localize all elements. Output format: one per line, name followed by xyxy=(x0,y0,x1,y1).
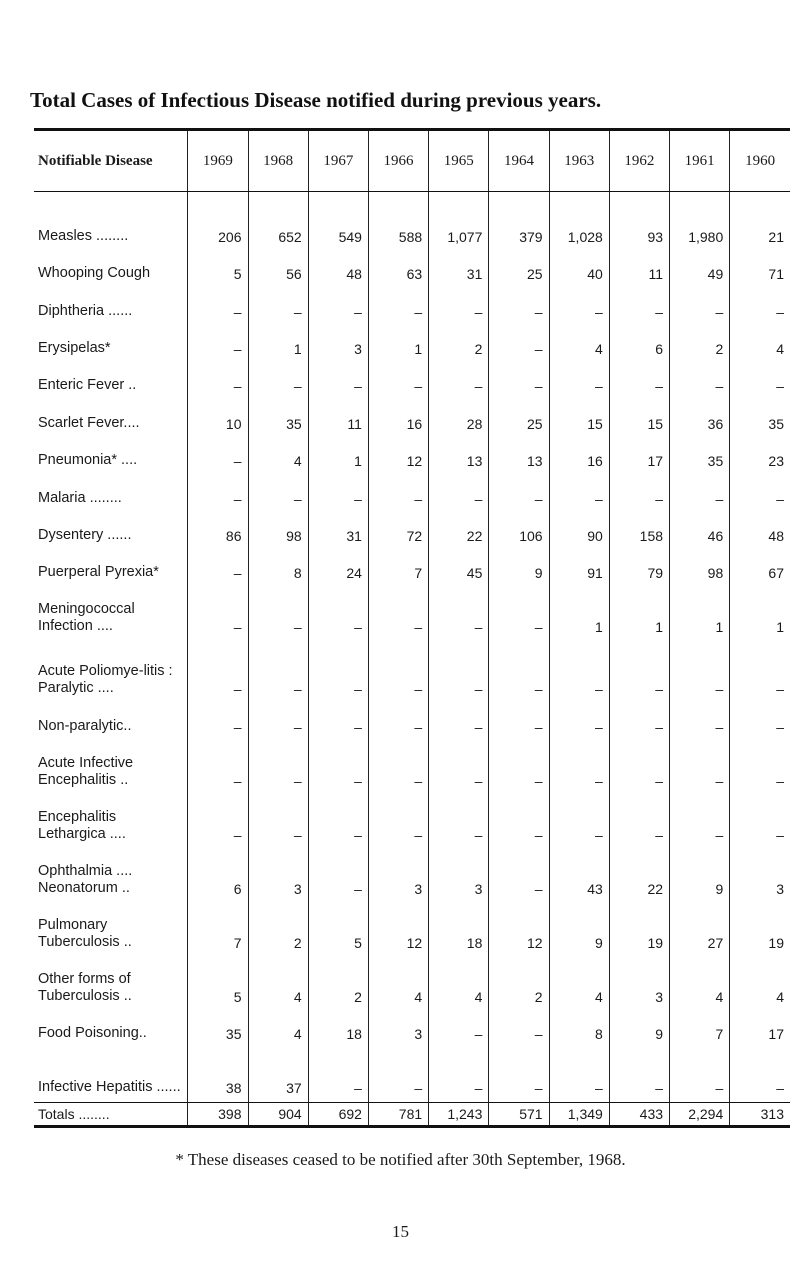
case-count-cell: 93 xyxy=(609,214,669,251)
case-count-cell: – xyxy=(368,641,428,703)
case-count-cell: – xyxy=(188,703,248,740)
case-count-cell: 1 xyxy=(308,438,368,475)
case-count-cell: – xyxy=(670,288,730,325)
case-count-cell: – xyxy=(730,475,790,512)
disease-name: Acute Poliomye-litis : Paralytic .... xyxy=(38,663,173,697)
case-count-cell: – xyxy=(730,741,790,795)
case-count-cell: 4 xyxy=(549,957,609,1011)
case-count-cell: 31 xyxy=(429,251,489,288)
case-count-cell: 56 xyxy=(248,251,308,288)
case-count-cell: 72 xyxy=(368,513,428,550)
case-count-cell: – xyxy=(489,288,549,325)
case-count-cell: 1 xyxy=(730,587,790,641)
table-row xyxy=(34,513,790,550)
totals-cell: 433 xyxy=(609,1102,669,1126)
case-count-cell: 7 xyxy=(670,1011,730,1048)
case-count-cell: – xyxy=(489,587,549,641)
disease-name: Food Poisoning.. xyxy=(38,1025,147,1042)
header-year: 1965 xyxy=(429,130,489,192)
header-year: 1966 xyxy=(368,130,428,192)
table-row xyxy=(34,587,790,641)
case-count-cell: 17 xyxy=(730,1011,790,1048)
header-year: 1967 xyxy=(308,130,368,192)
case-count-cell: – xyxy=(429,641,489,703)
case-count-cell: – xyxy=(308,363,368,400)
disease-name: Puerperal Pyrexia* xyxy=(38,564,159,581)
case-count-cell: 11 xyxy=(609,251,669,288)
case-count-cell: – xyxy=(188,288,248,325)
case-count-cell: – xyxy=(368,288,428,325)
case-count-cell: – xyxy=(489,703,549,740)
case-count-cell: – xyxy=(670,703,730,740)
case-count-cell: – xyxy=(609,741,669,795)
case-count-cell: 9 xyxy=(609,1011,669,1048)
case-count-cell: 12 xyxy=(489,903,549,957)
totals-cell: 904 xyxy=(248,1102,308,1126)
case-count-cell: 1 xyxy=(368,326,428,363)
case-count-cell: 206 xyxy=(188,214,248,251)
case-count-cell: 9 xyxy=(670,849,730,903)
case-count-cell: 4 xyxy=(248,957,308,1011)
header-year: 1968 xyxy=(248,130,308,192)
case-count-cell: – xyxy=(670,641,730,703)
case-count-cell: 652 xyxy=(248,214,308,251)
case-count-cell: 549 xyxy=(308,214,368,251)
table-row xyxy=(34,550,790,587)
case-count-cell: 35 xyxy=(248,400,308,437)
case-count-cell: – xyxy=(188,438,248,475)
table-row xyxy=(34,1048,790,1102)
case-count-cell: 17 xyxy=(609,438,669,475)
totals-cell: 571 xyxy=(489,1102,549,1126)
case-count-cell: 22 xyxy=(429,513,489,550)
case-count-cell: – xyxy=(308,703,368,740)
case-count-cell: – xyxy=(489,1011,549,1048)
case-count-cell: 11 xyxy=(308,400,368,437)
case-count-cell: 13 xyxy=(429,438,489,475)
case-count-cell: 36 xyxy=(670,400,730,437)
table-row xyxy=(34,475,790,512)
header-year: 1964 xyxy=(489,130,549,192)
disease-name: Acute Infective Encephalitis .. xyxy=(38,754,134,788)
case-count-cell: – xyxy=(368,703,428,740)
case-count-cell: – xyxy=(609,363,669,400)
case-count-cell: 31 xyxy=(308,513,368,550)
table-row xyxy=(34,288,790,325)
disease-name: Scarlet Fever.... xyxy=(38,414,140,431)
table-row xyxy=(34,795,790,849)
case-count-cell: – xyxy=(609,703,669,740)
case-count-cell: – xyxy=(730,1048,790,1102)
footnote: * These diseases ceased to be notified after 30th September, 1968. xyxy=(175,1150,626,1169)
case-count-cell: – xyxy=(248,363,308,400)
case-count-cell: – xyxy=(609,1048,669,1102)
case-count-cell: 2 xyxy=(248,903,308,957)
case-count-cell: 3 xyxy=(368,1011,428,1048)
totals-cell: 692 xyxy=(308,1102,368,1126)
case-count-cell: – xyxy=(549,641,609,703)
case-count-cell: – xyxy=(429,288,489,325)
case-count-cell: 7 xyxy=(368,550,428,587)
case-count-cell: 16 xyxy=(368,400,428,437)
case-count-cell: 38 xyxy=(188,1048,248,1102)
case-count-cell: 5 xyxy=(188,957,248,1011)
case-count-cell: – xyxy=(368,1048,428,1102)
case-count-cell: – xyxy=(368,741,428,795)
case-count-cell: 158 xyxy=(609,513,669,550)
case-count-cell: – xyxy=(308,849,368,903)
case-count-cell: 15 xyxy=(549,400,609,437)
case-count-cell: 12 xyxy=(368,438,428,475)
case-count-cell: 106 xyxy=(489,513,549,550)
case-count-cell: – xyxy=(429,795,489,849)
case-count-cell: – xyxy=(308,795,368,849)
case-count-cell: – xyxy=(429,741,489,795)
case-count-cell: 12 xyxy=(368,903,428,957)
case-count-cell: 4 xyxy=(730,326,790,363)
case-count-cell: – xyxy=(188,587,248,641)
case-count-cell: – xyxy=(429,587,489,641)
totals-label: Totals ........ xyxy=(34,1102,188,1126)
case-count-cell: 35 xyxy=(670,438,730,475)
table-row xyxy=(34,703,790,740)
case-count-cell: – xyxy=(609,641,669,703)
disease-name: Dysentery ...... xyxy=(38,527,132,544)
case-count-cell: – xyxy=(188,550,248,587)
case-count-cell: – xyxy=(368,475,428,512)
totals-cell: 2,294 xyxy=(670,1102,730,1126)
case-count-cell: – xyxy=(730,795,790,849)
case-count-cell: 18 xyxy=(429,903,489,957)
case-count-cell: – xyxy=(489,475,549,512)
table-row xyxy=(34,438,790,475)
case-count-cell: – xyxy=(188,326,248,363)
disease-name: Meningococcal Infection .... xyxy=(38,601,135,635)
case-count-cell: – xyxy=(429,703,489,740)
case-count-cell: – xyxy=(188,795,248,849)
case-count-cell: 8 xyxy=(248,550,308,587)
disease-name: Infective Hepatitis ...... xyxy=(38,1078,181,1095)
case-count-cell: 8 xyxy=(549,1011,609,1048)
case-count-cell: 22 xyxy=(609,849,669,903)
case-count-cell: 4 xyxy=(670,957,730,1011)
case-count-cell: – xyxy=(549,363,609,400)
case-count-cell: 40 xyxy=(549,251,609,288)
disease-name: Enteric Fever .. xyxy=(38,377,137,394)
totals-cell: 1,243 xyxy=(429,1102,489,1126)
case-count-cell: 98 xyxy=(248,513,308,550)
table-row xyxy=(34,1011,790,1048)
case-count-cell: 16 xyxy=(549,438,609,475)
disease-table xyxy=(34,128,790,1128)
case-count-cell: – xyxy=(609,475,669,512)
case-count-cell: – xyxy=(609,795,669,849)
case-count-cell: – xyxy=(429,1048,489,1102)
case-count-cell: 9 xyxy=(549,903,609,957)
case-count-cell: 98 xyxy=(670,550,730,587)
table-row xyxy=(34,363,790,400)
case-count-cell: 67 xyxy=(730,550,790,587)
disease-name: Whooping Cough xyxy=(38,265,151,282)
case-count-cell: 2 xyxy=(429,326,489,363)
case-count-cell: – xyxy=(248,288,308,325)
disease-name: Ophthalmia .... Neonatorum .. xyxy=(38,862,133,896)
case-count-cell: – xyxy=(188,363,248,400)
case-count-cell: 37 xyxy=(248,1048,308,1102)
case-count-cell: 18 xyxy=(308,1011,368,1048)
case-count-cell: – xyxy=(489,849,549,903)
totals-row xyxy=(34,1102,790,1126)
case-count-cell: – xyxy=(670,795,730,849)
case-count-cell: 10 xyxy=(188,400,248,437)
case-count-cell: 35 xyxy=(188,1011,248,1048)
totals-cell: 313 xyxy=(730,1102,790,1126)
case-count-cell: – xyxy=(368,363,428,400)
case-count-cell: 19 xyxy=(609,903,669,957)
case-count-cell: 63 xyxy=(368,251,428,288)
case-count-cell: 4 xyxy=(730,957,790,1011)
case-count-cell: – xyxy=(368,587,428,641)
case-count-cell: – xyxy=(248,641,308,703)
case-count-cell: – xyxy=(248,475,308,512)
case-count-cell: 3 xyxy=(730,849,790,903)
case-count-cell: 1 xyxy=(609,587,669,641)
case-count-cell: 6 xyxy=(609,326,669,363)
table-row xyxy=(34,326,790,363)
case-count-cell: 6 xyxy=(188,849,248,903)
case-count-cell: 48 xyxy=(308,251,368,288)
header-disease: Notifiable Disease xyxy=(34,130,188,192)
case-count-cell: – xyxy=(489,741,549,795)
disease-name: Malaria ........ xyxy=(38,489,122,506)
case-count-cell: – xyxy=(489,363,549,400)
case-count-cell: – xyxy=(429,363,489,400)
case-count-cell: 5 xyxy=(308,903,368,957)
case-count-cell: 2 xyxy=(489,957,549,1011)
case-count-cell: 1 xyxy=(670,587,730,641)
case-count-cell: – xyxy=(730,363,790,400)
case-count-cell: 1,077 xyxy=(429,214,489,251)
page-number: 15 xyxy=(392,1222,409,1241)
table-row xyxy=(34,903,790,957)
case-count-cell: 1 xyxy=(248,326,308,363)
header-year: 1969 xyxy=(188,130,248,192)
case-count-cell: – xyxy=(429,1011,489,1048)
case-count-cell: 7 xyxy=(188,903,248,957)
case-count-cell: 5 xyxy=(188,251,248,288)
case-count-cell: – xyxy=(549,795,609,849)
case-count-cell: – xyxy=(489,326,549,363)
case-count-cell: – xyxy=(730,703,790,740)
case-count-cell: – xyxy=(489,641,549,703)
totals-cell: 398 xyxy=(188,1102,248,1126)
case-count-cell: 23 xyxy=(730,438,790,475)
case-count-cell: 3 xyxy=(368,849,428,903)
case-count-cell: 27 xyxy=(670,903,730,957)
case-count-cell: 43 xyxy=(549,849,609,903)
case-count-cell: – xyxy=(429,475,489,512)
case-count-cell: 1,980 xyxy=(670,214,730,251)
case-count-cell: 28 xyxy=(429,400,489,437)
table-row xyxy=(34,957,790,1011)
case-count-cell: 588 xyxy=(368,214,428,251)
case-count-cell: 79 xyxy=(609,550,669,587)
table-header-row xyxy=(34,130,790,192)
case-count-cell: – xyxy=(248,587,308,641)
case-count-cell: 2 xyxy=(670,326,730,363)
header-year: 1963 xyxy=(549,130,609,192)
case-count-cell: – xyxy=(188,475,248,512)
case-count-cell: – xyxy=(489,795,549,849)
case-count-cell: 71 xyxy=(730,251,790,288)
disease-name: Non-paralytic.. xyxy=(38,717,132,734)
case-count-cell: – xyxy=(308,288,368,325)
case-count-cell: 21 xyxy=(730,214,790,251)
case-count-cell: – xyxy=(730,288,790,325)
table-row xyxy=(34,400,790,437)
case-count-cell: 13 xyxy=(489,438,549,475)
case-count-cell: 91 xyxy=(549,550,609,587)
case-count-cell: 35 xyxy=(730,400,790,437)
case-count-cell: – xyxy=(308,475,368,512)
case-count-cell: – xyxy=(670,1048,730,1102)
page-title: Total Cases of Infectious Disease notified during previous years. xyxy=(30,88,602,112)
case-count-cell: – xyxy=(248,795,308,849)
table-row xyxy=(34,214,790,251)
case-count-cell: 24 xyxy=(308,550,368,587)
case-count-cell: – xyxy=(549,288,609,325)
case-count-cell: 49 xyxy=(670,251,730,288)
spacer-row xyxy=(34,192,790,214)
case-count-cell: – xyxy=(308,741,368,795)
case-count-cell: 25 xyxy=(489,251,549,288)
disease-name: Encephalitis Lethargica .... xyxy=(38,808,126,842)
disease-name: Pulmonary Tuberculosis .. xyxy=(38,916,132,950)
case-count-cell: – xyxy=(489,1048,549,1102)
disease-name: Diphtheria ...... xyxy=(38,302,133,319)
case-count-cell: – xyxy=(188,741,248,795)
disease-name: Erysipelas* xyxy=(38,340,111,357)
case-count-cell: – xyxy=(549,475,609,512)
case-count-cell: 3 xyxy=(429,849,489,903)
disease-name: Measles ........ xyxy=(38,227,129,244)
case-count-cell: 4 xyxy=(368,957,428,1011)
disease-table-container xyxy=(34,128,790,1128)
case-count-cell: 45 xyxy=(429,550,489,587)
case-count-cell: 48 xyxy=(730,513,790,550)
case-count-cell: 1,028 xyxy=(549,214,609,251)
totals-cell: 781 xyxy=(368,1102,428,1126)
case-count-cell: – xyxy=(549,1048,609,1102)
case-count-cell: – xyxy=(188,641,248,703)
case-count-cell: – xyxy=(609,288,669,325)
case-count-cell: – xyxy=(549,703,609,740)
case-count-cell: – xyxy=(670,741,730,795)
case-count-cell: 15 xyxy=(609,400,669,437)
case-count-cell: 90 xyxy=(549,513,609,550)
case-count-cell: 86 xyxy=(188,513,248,550)
case-count-cell: 379 xyxy=(489,214,549,251)
table-row xyxy=(34,741,790,795)
case-count-cell: – xyxy=(670,475,730,512)
header-year: 1961 xyxy=(670,130,730,192)
disease-name: Other forms of Tuberculosis .. xyxy=(38,970,132,1004)
case-count-cell: 4 xyxy=(549,326,609,363)
header-year: 1962 xyxy=(609,130,669,192)
table-row xyxy=(34,251,790,288)
case-count-cell: 19 xyxy=(730,903,790,957)
case-count-cell: – xyxy=(248,741,308,795)
case-count-cell: – xyxy=(730,641,790,703)
case-count-cell: 4 xyxy=(248,438,308,475)
case-count-cell: 3 xyxy=(308,326,368,363)
case-count-cell: 4 xyxy=(248,1011,308,1048)
case-count-cell: – xyxy=(308,641,368,703)
case-count-cell: 9 xyxy=(489,550,549,587)
case-count-cell: 3 xyxy=(248,849,308,903)
totals-cell: 1,349 xyxy=(549,1102,609,1126)
case-count-cell: – xyxy=(308,1048,368,1102)
case-count-cell: – xyxy=(248,703,308,740)
disease-name: Pneumonia* .... xyxy=(38,452,138,469)
case-count-cell: 46 xyxy=(670,513,730,550)
case-count-cell: 2 xyxy=(308,957,368,1011)
header-year: 1960 xyxy=(730,130,790,192)
case-count-cell: 3 xyxy=(609,957,669,1011)
case-count-cell: – xyxy=(670,363,730,400)
table-row xyxy=(34,849,790,903)
case-count-cell: 1 xyxy=(549,587,609,641)
case-count-cell: – xyxy=(549,741,609,795)
table-row xyxy=(34,641,790,703)
case-count-cell: – xyxy=(368,795,428,849)
case-count-cell: 25 xyxy=(489,400,549,437)
case-count-cell: 4 xyxy=(429,957,489,1011)
case-count-cell: – xyxy=(308,587,368,641)
